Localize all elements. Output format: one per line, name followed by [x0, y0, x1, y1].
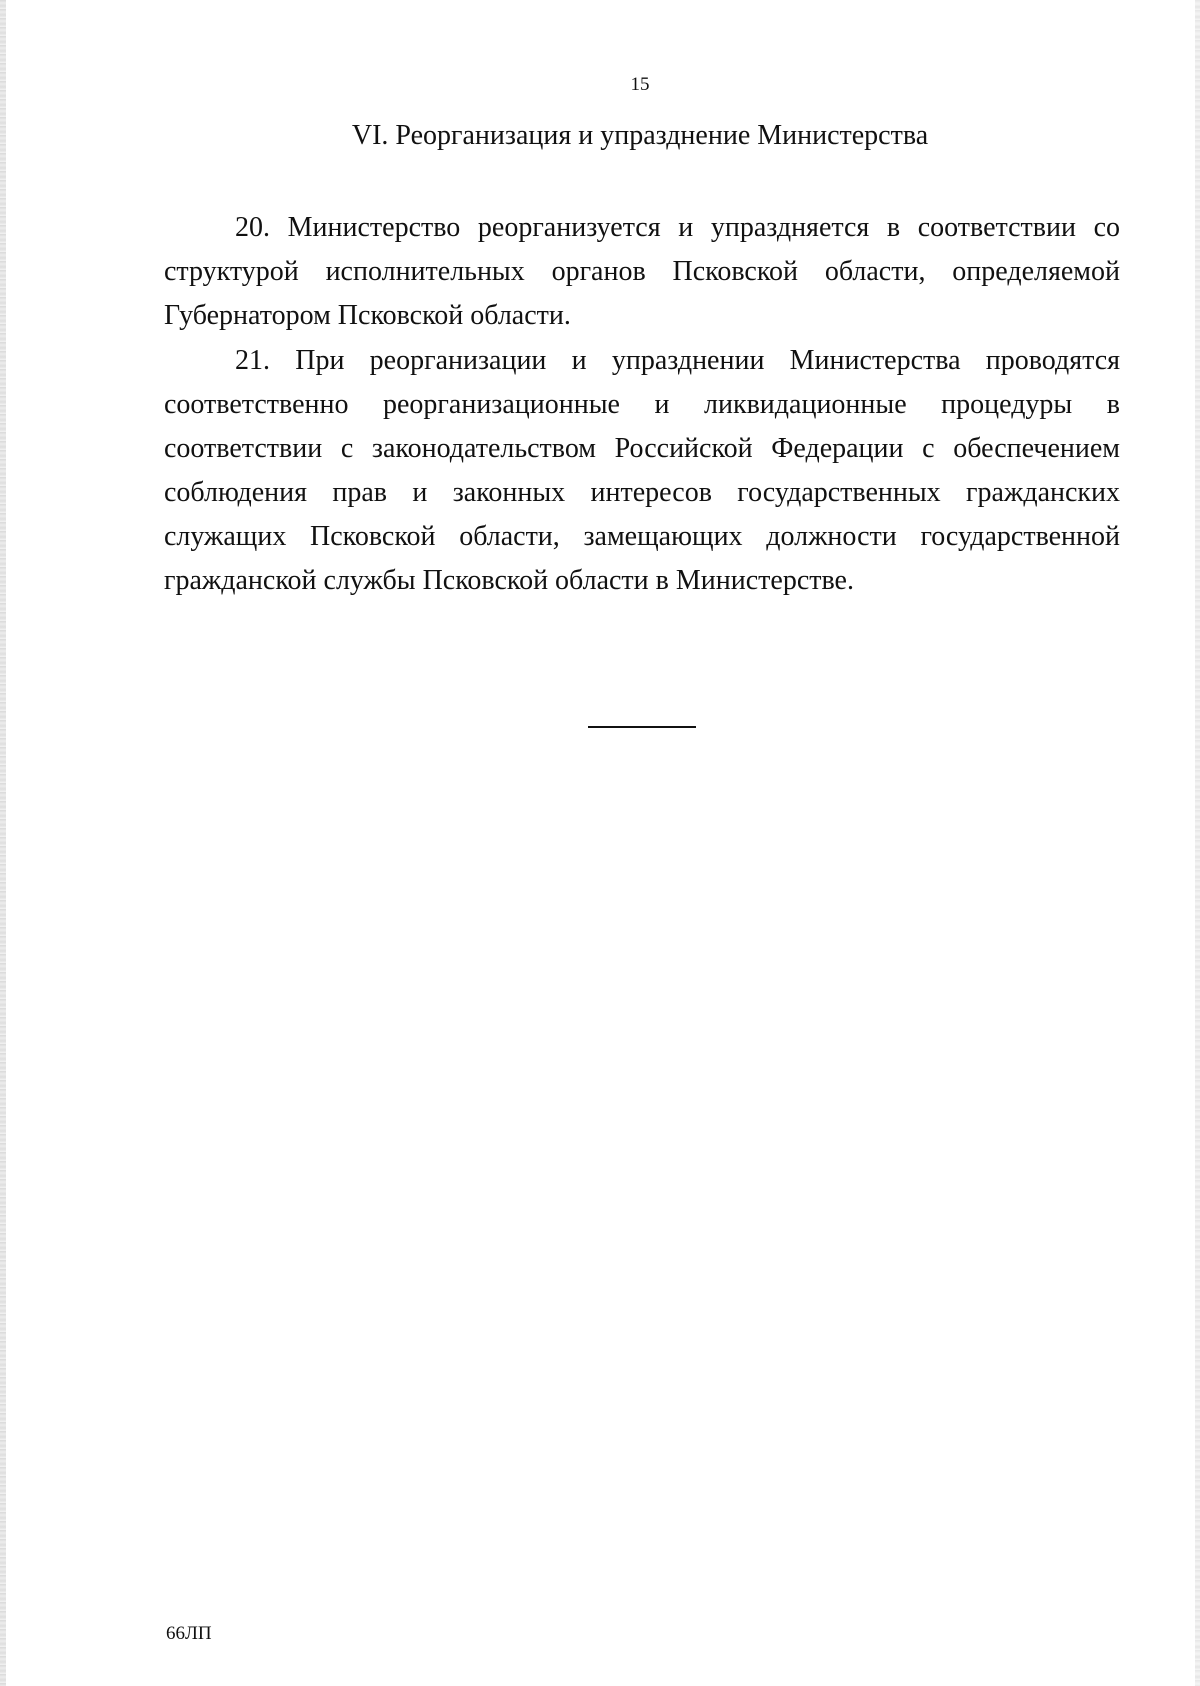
closing-rule: [588, 726, 696, 728]
scan-edge-right: [1195, 0, 1200, 1686]
page-number: 15: [630, 74, 650, 95]
paragraph-20: 20. Министерство реорганизуется и упраздняется в соответствии со структурой исполнительных органов Псковской области, определяемой Губернатором Псковской области.: [164, 212, 1120, 331]
scan-edge-left: [0, 0, 6, 1686]
document-code: 66ЛП: [166, 1623, 212, 1644]
paragraph-21: 21. При реорганизации и упразднении Министерства проводятся соответственно реорганизационные и ликвидационные процедуры в соответствии с законодательством Российской Федерации с обеспечением соблюдения прав и законных интересов государственных гражданских служащих Псковской области, замещающих должности государственной гражданской службы Псковской области в Министерстве.: [164, 345, 1120, 596]
section-title: VI. Реорганизация и упразднение Министерства: [351, 120, 929, 151]
